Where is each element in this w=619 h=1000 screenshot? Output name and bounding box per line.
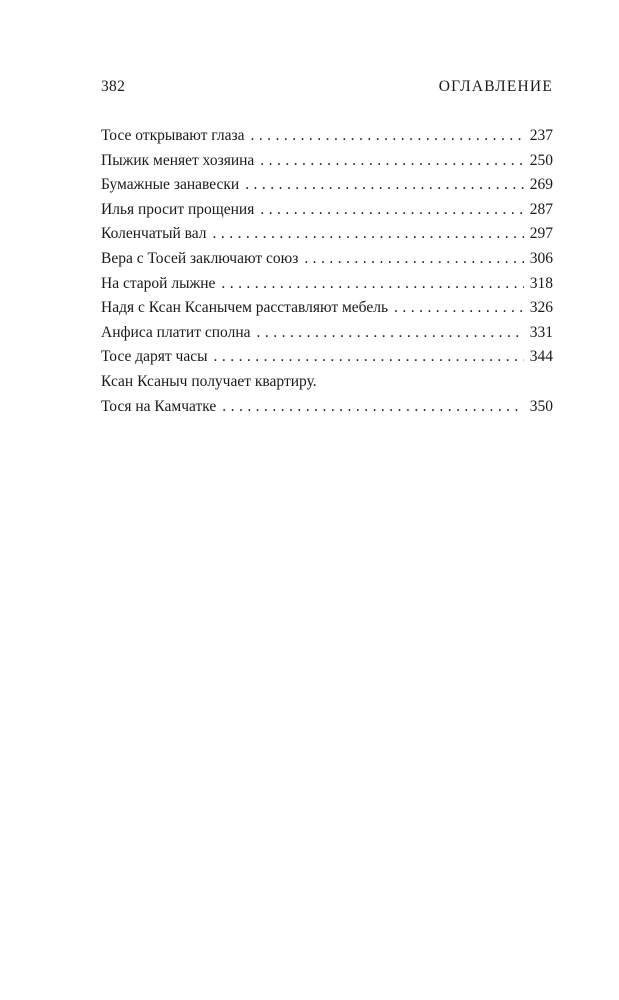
toc-entry-title: Коленчатый вал xyxy=(101,225,207,243)
toc-entry[interactable] xyxy=(101,370,553,419)
dot-leader xyxy=(213,222,524,247)
toc-entry-page: 306 xyxy=(529,249,553,267)
toc-entry[interactable] xyxy=(101,124,553,149)
toc-entry-title: Тосе дарят часы xyxy=(101,348,208,366)
toc-entry[interactable] xyxy=(101,272,553,297)
toc-entry-title-continued: Тося на Камчатке xyxy=(101,397,217,415)
toc-entry-page: 350 xyxy=(529,397,553,415)
toc-entry-page: 297 xyxy=(529,225,553,243)
dot-leader xyxy=(250,124,523,149)
toc-entry[interactable] xyxy=(101,149,553,174)
toc-entry-title: Ксан Ксаныч получает квартиру. xyxy=(101,372,317,390)
toc-entry-page: 269 xyxy=(529,176,553,194)
dot-leader xyxy=(257,321,524,346)
toc-entry-title: Пыжик меняет хозяина xyxy=(101,151,255,169)
toc-entry[interactable] xyxy=(101,321,553,346)
dot-leader xyxy=(245,173,524,198)
toc-entry-title: На старой лыжне xyxy=(101,274,216,292)
toc-entry-title: Тосе открывают глаза xyxy=(101,127,245,144)
toc-entry[interactable] xyxy=(101,345,553,370)
toc-entry[interactable] xyxy=(101,296,553,321)
toc-entry[interactable] xyxy=(101,173,553,198)
toc-entry-title: Бумажные занавески xyxy=(101,176,240,194)
dot-leader xyxy=(260,198,523,223)
table-of-contents xyxy=(101,124,553,419)
dot-leader xyxy=(221,272,523,297)
dot-leader xyxy=(260,149,523,174)
dot-leader xyxy=(304,247,523,272)
dot-leader xyxy=(214,345,524,370)
toc-entry[interactable] xyxy=(101,222,553,247)
section-title: ОГЛАВЛЕНИЕ xyxy=(438,78,553,95)
running-head xyxy=(101,78,553,102)
dot-leader xyxy=(394,296,524,321)
page-number: 382 xyxy=(101,78,126,95)
toc-entry[interactable] xyxy=(101,198,553,223)
toc-entry-title: Илья просит прощения xyxy=(101,200,255,218)
toc-entry-page: 331 xyxy=(529,323,553,341)
toc-entry-page: 326 xyxy=(529,299,553,317)
toc-entry-page: 237 xyxy=(529,127,553,144)
toc-entry-page: 287 xyxy=(529,200,553,218)
toc-entry-page: 250 xyxy=(529,151,553,169)
toc-entry[interactable] xyxy=(101,247,553,272)
toc-entry-title: Анфиса платит сполна xyxy=(101,323,251,341)
toc-entry-title: Надя с Ксан Ксанычем расставляют мебель xyxy=(101,299,389,317)
toc-entry-title: Вера с Тосей заключают союз xyxy=(101,249,299,267)
dot-leader xyxy=(222,395,523,420)
toc-entry-page: 344 xyxy=(529,348,553,366)
toc-entry-page: 318 xyxy=(529,274,553,292)
